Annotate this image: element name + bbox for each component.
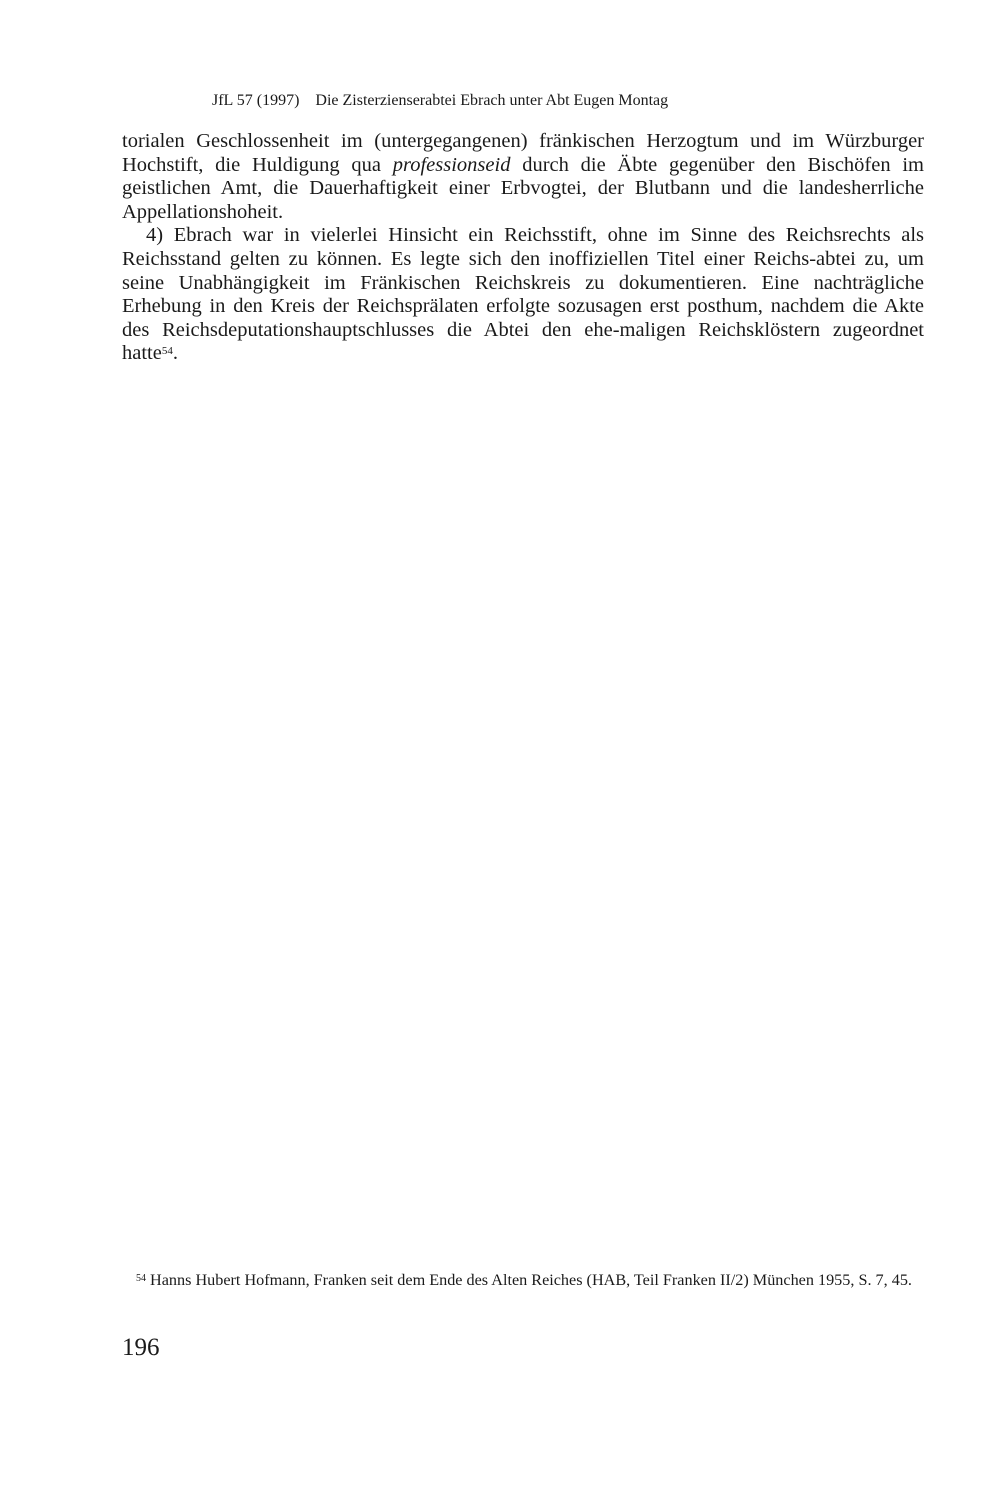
italic-term: professionseid [392,153,511,176]
footnote-54 [122,1270,924,1290]
paragraph-2-text: 4) Ebrach war in vielerlei Hinsicht ein Reichsstift, ohne im Sinne des Reichsrechts als Reichsstand gelten zu können. Es legte sich den inoffiziellen Titel einer Reichs-abtei zu, um seine Unabhängigkeit im Fränkischen Reichskreis zu dokumentieren. Eine nachträgliche Erhebung in den Kreis der Reichsprälaten erfolgte sozusagen erst posthum, nachdem die Akte des Reichsdeputationshauptschlusses die Abtei den ehe-maligen Reichsklöstern zugeordnet hatte [122,224,924,365]
paragraph-1-end: durch die Äbte gegenüber den Bischöfen im geistlichen Amt, die Dauerhaftigkeit einer Erbvogtei, der Blutbann und die landesherrliche Appellationshoheit. [122,153,924,223]
body-text [122,130,924,366]
paragraph-2 [122,224,924,366]
article-title: Die Zisterzienserabtei Ebrach unter Abt Eugen Montag [315,92,669,109]
footnote-text: Hanns Hubert Hofmann, Franken seit dem Ende des Alten Reiches (HAB, Teil Franken II/2) München 1955, S. 7, 45. [146,1271,912,1289]
page-number: 196 [122,1334,160,1361]
footnote-number: 54 [136,1273,146,1284]
running-head [212,92,912,110]
footnote-reference[interactable]: 54 [161,345,173,358]
paragraph-1 [122,130,924,224]
paragraph-2-end: . [172,342,178,365]
footnote [122,1270,924,1290]
paragraph-1-start: torialen Geschlossenheit im (untergegangenen) fränkischen Herzogtum und im Würzburger Hochstift, die Huldigung qua [122,130,924,176]
journal-reference: JfL 57 (1997) [212,92,300,109]
